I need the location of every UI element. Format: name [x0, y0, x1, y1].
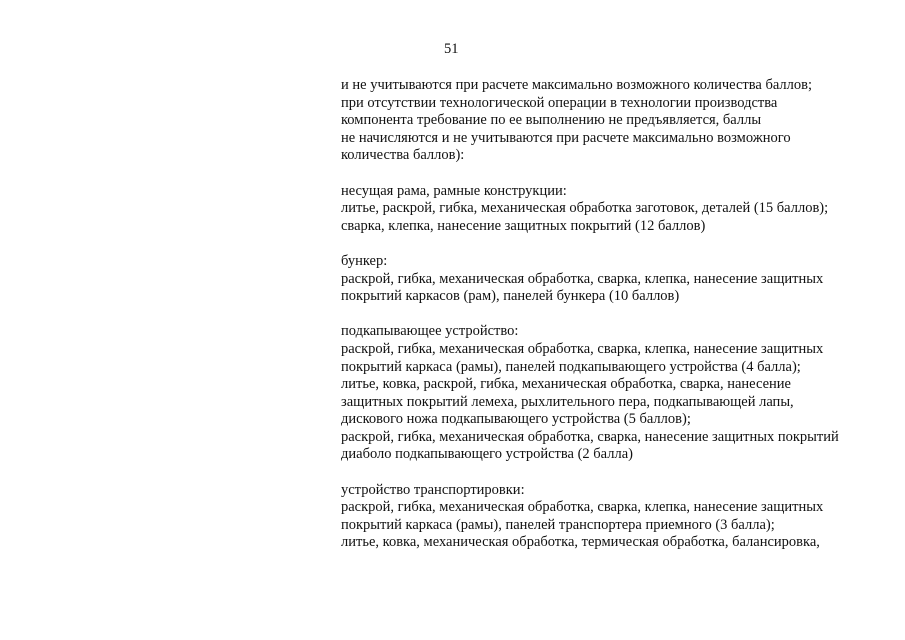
paragraph-gap [341, 306, 881, 324]
text-line: защитных покрытий лемеха, рыхлительного пера, подкапывающей лапы, [341, 393, 794, 410]
section-frame [341, 183, 881, 236]
text-line: литье, раскрой, гибка, механическая обработка заготовок, деталей (15 баллов); [341, 200, 829, 217]
section-heading: устройство транспортировки: [341, 481, 525, 498]
text-line: покрытий каркасов (рам), панелей бункера (10 баллов) [341, 288, 680, 305]
text-line: диаболо подкапывающего устройства (2 балла) [341, 446, 633, 463]
text-line: и не учитываются при расчете максимально возможного количества баллов; [341, 77, 812, 93]
text-line: компонента требование по ее выполнению не предъявляется, баллы [341, 112, 762, 129]
section-heading: несущая рама, рамные конструкции: [341, 182, 567, 199]
section-heading: подкапывающее устройство: [341, 323, 519, 340]
text-line: сварка, клепка, нанесение защитных покрытий (12 баллов) [341, 217, 706, 234]
paragraph-gap [341, 235, 881, 253]
text-line: при отсутствии технологической операции в технологии производства [341, 94, 778, 111]
paragraph-gap [341, 165, 881, 183]
text-line: раскрой, гибка, механическая обработка, сварка, клепка, нанесение защитных [341, 499, 824, 516]
text-line: покрытий каркаса (рамы), панелей транспортера приемного (3 балла); [341, 516, 775, 533]
text-line: раскрой, гибка, механическая обработка, сварка, нанесение защитных покрытий [341, 428, 839, 445]
section-transport-device [341, 482, 881, 552]
text-line: литье, ковка, раскрой, гибка, механическая обработка, сварка, нанесение [341, 376, 791, 393]
text-line: литье, ковка, механическая обработка, термическая обработка, балансировка, [341, 534, 820, 551]
section-hopper [341, 253, 881, 306]
intro-paragraph [341, 77, 881, 165]
text-line: количества баллов): [341, 147, 465, 164]
section-heading: бункер: [341, 252, 388, 269]
text-line: раскрой, гибка, механическая обработка, сварка, клепка, нанесение защитных [341, 340, 824, 357]
text-line: дискового ножа подкапывающего устройства (5 баллов); [341, 411, 691, 428]
body-text [341, 77, 881, 552]
text-line: раскрой, гибка, механическая обработка, сварка, клепка, нанесение защитных [341, 270, 824, 287]
text-line: покрытий каркаса (рамы), панелей подкапывающего устройства (4 балла); [341, 358, 801, 375]
text-line: не начисляются и не учитываются при расчете максимально возможного [341, 129, 791, 146]
section-digging-device [341, 323, 881, 464]
page-number: 51 [444, 41, 459, 57]
paragraph-gap [341, 464, 881, 482]
